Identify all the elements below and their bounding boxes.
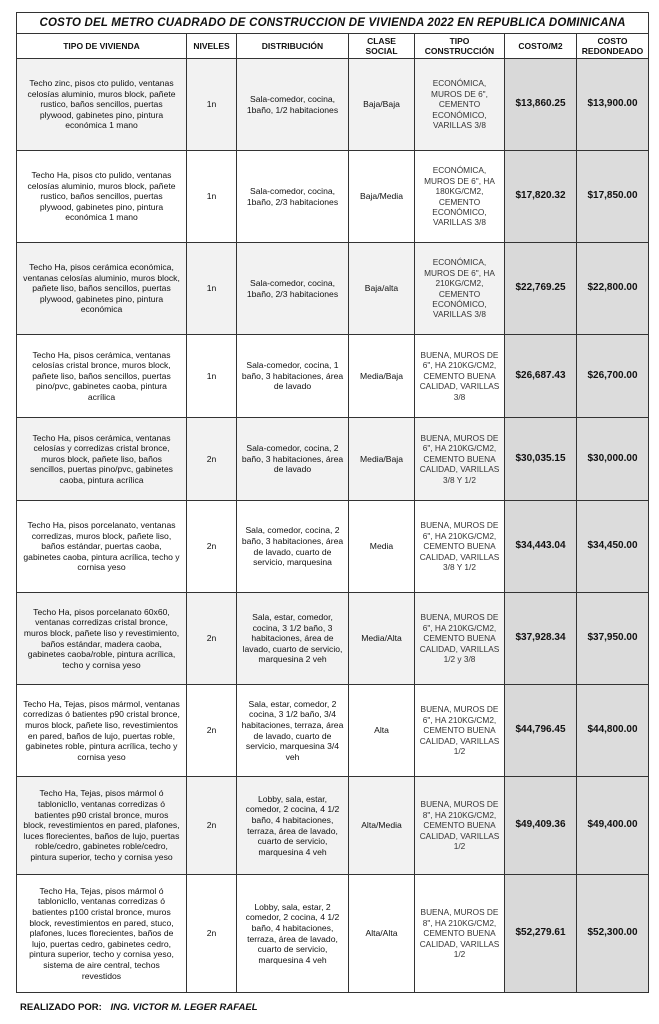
cell-redondeado: $37,950.00 <box>577 593 649 685</box>
cell-niveles: 2n <box>187 777 237 875</box>
cell-clase: Media/Alta <box>349 593 415 685</box>
footer-label: REALIZADO POR: <box>20 1002 102 1013</box>
table-row <box>17 59 649 151</box>
footer <box>20 1002 258 1013</box>
cell-construccion: BUENA, MUROS DE 6", HA 210KG/CM2, CEMENTO BUENA CALIDAD, VARILLAS 3/8 <box>415 335 505 418</box>
cell-niveles: 2n <box>187 685 237 777</box>
cell-tipo: Techo Ha, Tejas, pisos mármol ó tablonicllo, ventanas corredizas ó batientes p90 cristal bronce, muros block, revestimientos en pared, plafones, luces florecientes, baños de lujo, puertas roble/cedro, gabinetes roble/cedro, pintura superior, techo y cornisa yeso <box>17 777 187 875</box>
cell-redondeado: $26,700.00 <box>577 335 649 418</box>
cell-niveles: 1n <box>187 151 237 243</box>
cell-tipo: Techo Ha, pisos porcelanato 60x60, ventanas corredizas cristal bronce, muros block, pañete liso y revestimiento, baños estándar, madera caoba, gabinetes caoba/roble, pintura acrílica, techo y cornisa yeso <box>17 593 187 685</box>
header-tipo: TIPO DE VIVIENDA <box>17 34 187 59</box>
cell-construccion: ECONÓMICA, MUROS DE 6", HA 210KG/CM2, CEMENTO ECONÓMICO, VARILLAS 3/8 <box>415 243 505 335</box>
cell-distribucion: Lobby, sala, estar, comedor, 2 cocina, 4 1/2 baño, 4 habitaciones, terraza, área de lavado, cuarto de servicio, marquesina 4 veh <box>237 777 349 875</box>
table-row <box>17 243 649 335</box>
cell-construccion: BUENA, MUROS DE 6", HA 210KG/CM2, CEMENTO BUENA CALIDAD, VARILLAS 1/2 y 3/8 <box>415 593 505 685</box>
cell-redondeado: $49,400.00 <box>577 777 649 875</box>
cell-clase: Baja/Baja <box>349 59 415 151</box>
cell-distribucion: Sala-comedor, cocina, 1 baño, 3 habitaciones, área de lavado <box>237 335 349 418</box>
cell-costo: $34,443.04 <box>505 501 577 593</box>
cell-clase: Baja/alta <box>349 243 415 335</box>
cell-tipo: Techo Ha, pisos cerámica, ventanas celosías cristal bronce, muros block, pañete liso, baños sencillos, puertas pino/pvc, gabinetes caoba, pintura acrílica <box>17 335 187 418</box>
header-distribucion: DISTRIBUCIÓN <box>237 34 349 59</box>
table-row <box>17 151 649 243</box>
cell-costo: $37,928.34 <box>505 593 577 685</box>
cell-niveles: 2n <box>187 418 237 501</box>
cell-distribucion: Lobby, sala, estar, 2 comedor, 2 cocina, 4 1/2 baño, 4 habitaciones, terraza, área de lavado, cuarto de servicio, marquesina 4 veh <box>237 875 349 993</box>
cell-niveles: 1n <box>187 59 237 151</box>
cell-construccion: BUENA, MUROS DE 6", HA 210KG/CM2, CEMENTO BUENA CALIDAD, VARILLAS 3/8 Y 1/2 <box>415 501 505 593</box>
cell-clase: Alta/Media <box>349 777 415 875</box>
cell-construccion: BUENA, MUROS DE 8", HA 210KG/CM2, CEMENTO BUENA CALIDAD, VARILLAS 1/2 <box>415 875 505 993</box>
cell-distribucion: Sala, comedor, cocina, 2 baño, 3 habitaciones, área de lavado, cuarto de servicio, marquesina <box>237 501 349 593</box>
cell-costo: $49,409.36 <box>505 777 577 875</box>
table-row <box>17 777 649 875</box>
cell-tipo: Techo Ha, pisos cto pulido, ventanas celosías aluminio, muros block, pañete rustico, baños sencillos, puertas plywood, gabinetes pino, pintura económica 1 mano <box>17 151 187 243</box>
cell-niveles: 1n <box>187 335 237 418</box>
cell-construccion: BUENA, MUROS DE 6", HA 210KG/CM2, CEMENTO BUENA CALIDAD, VARILLAS 3/8 Y 1/2 <box>415 418 505 501</box>
cell-tipo: Techo Ha, pisos cerámica económica, ventanas celosías aluminio, muros block, pañete liso, baños sencillos, puertas plywood, gabinetes pino, pintura económica <box>17 243 187 335</box>
cell-redondeado: $17,850.00 <box>577 151 649 243</box>
cell-redondeado: $34,450.00 <box>577 501 649 593</box>
cell-costo: $52,279.61 <box>505 875 577 993</box>
header-row <box>17 34 649 59</box>
table-body <box>17 59 649 993</box>
cell-niveles: 2n <box>187 875 237 993</box>
header-redondeado: COSTO REDONDEADO <box>577 34 649 59</box>
cell-costo: $44,796.45 <box>505 685 577 777</box>
cell-redondeado: $52,300.00 <box>577 875 649 993</box>
cell-niveles: 2n <box>187 593 237 685</box>
cell-niveles: 1n <box>187 243 237 335</box>
cell-construccion: BUENA, MUROS DE 6", HA 210KG/CM2, CEMENTO BUENA CALIDAD, VARILLAS 1/2 <box>415 685 505 777</box>
cell-distribucion: Sala, estar, comedor, cocina, 3 1/2 baño, 3 habitaciones, área de lavado, cuarto de servicio, marquesina 2 veh <box>237 593 349 685</box>
table-row <box>17 593 649 685</box>
cell-niveles: 2n <box>187 501 237 593</box>
cell-construccion: ECONÓMICA, MUROS DE 6", HA 180KG/CM2, CEMENTO ECONÓMICO, VARILLAS 3/8 <box>415 151 505 243</box>
table-row <box>17 418 649 501</box>
header-costo: COSTO/M2 <box>505 34 577 59</box>
header-niveles: NIVELES <box>187 34 237 59</box>
cell-distribucion: Sala-comedor, cocina, 2 baño, 3 habitaciones, área de lavado <box>237 418 349 501</box>
cell-costo: $30,035.15 <box>505 418 577 501</box>
footer-author: ING. VICTOR M. LEGER RAFAEL <box>110 1002 258 1013</box>
cell-construccion: ECONÓMICA, MUROS DE 6", CEMENTO ECONÓMICO, VARILLAS 3/8 <box>415 59 505 151</box>
cell-distribucion: Sala, estar, comedor, 2 cocina, 3 1/2 baño, 3/4 habitaciones, terraza, área de lavado, cuarto de servicio, marquesina 3/4 veh <box>237 685 349 777</box>
cell-clase: Alta <box>349 685 415 777</box>
cell-redondeado: $44,800.00 <box>577 685 649 777</box>
cell-tipo: Techo Ha, pisos porcelanato, ventanas corredizas, muros block, pañete liso, baños estándar, puertas caoba, gabinetes caoba, pintura acrílica, techo y cornisa yeso <box>17 501 187 593</box>
table-row <box>17 335 649 418</box>
sheet-title: COSTO DEL METRO CUADRADO DE CONSTRUCCION DE VIVIENDA 2022 EN REPUBLICA DOMINICANA <box>17 13 649 34</box>
cell-tipo: Techo Ha, pisos cerámica, ventanas celosías y corredizas cristal bronce, muros block, pañete liso, baños sencillos, puertas pino/pvc, gabinetes caoba, pintura acrílica <box>17 418 187 501</box>
cell-costo: $22,769.25 <box>505 243 577 335</box>
cell-tipo: Techo Ha, Tejas, pisos mármol, ventanas corredizas ó batientes p90 cristal bronce, muros block, pañete liso, revestimientos en pared, baños de lujo, puertas roble, gabinetes roble, pintura acrílica, techo y cornisa yeso <box>17 685 187 777</box>
cost-sheet <box>16 12 648 993</box>
cell-tipo: Techo Ha, Tejas, pisos mármol ó tablonicllo, ventanas corredizas ó batientes p100 cristal bronce, muros block, revestimientos en pared, stuco, plafones, luces florecientes, baños de lujo, puertas cedro, gabinetes cedro, pintura superior, techo y cornisa yeso, sistema de aire central, techos revestidos <box>17 875 187 993</box>
cell-clase: Media <box>349 501 415 593</box>
cell-redondeado: $22,800.00 <box>577 243 649 335</box>
cell-tipo: Techo zinc, pisos cto pulido, ventanas celosías aluminio, muros block, pañete rustico, baños sencillos, puertas plywood, gabinetes pino, pintura económica 1 mano <box>17 59 187 151</box>
cell-construccion: BUENA, MUROS DE 8", HA 210KG/CM2, CEMENTO BUENA CALIDAD, VARILLAS 1/2 <box>415 777 505 875</box>
cell-distribucion: Sala-comedor, cocina, 1baño, 2/3 habitaciones <box>237 151 349 243</box>
header-construccion: TIPO CONSTRUCCIÓN <box>415 34 505 59</box>
cell-distribucion: Sala-comedor, cocina, 1baño, 1/2 habitaciones <box>237 59 349 151</box>
table-row <box>17 501 649 593</box>
table-row <box>17 875 649 993</box>
cell-redondeado: $30,000.00 <box>577 418 649 501</box>
cell-redondeado: $13,900.00 <box>577 59 649 151</box>
cell-clase: Alta/Alta <box>349 875 415 993</box>
table-row <box>17 685 649 777</box>
cell-costo: $17,820.32 <box>505 151 577 243</box>
cell-distribucion: Sala-comedor, cocina, 1baño, 2/3 habitaciones <box>237 243 349 335</box>
cell-clase: Media/Baja <box>349 418 415 501</box>
header-clase: CLASE SOCIAL <box>349 34 415 59</box>
cell-clase: Media/Baja <box>349 335 415 418</box>
cell-costo: $13,860.25 <box>505 59 577 151</box>
cell-clase: Baja/Media <box>349 151 415 243</box>
cell-costo: $26,687.43 <box>505 335 577 418</box>
cost-table <box>16 12 649 993</box>
